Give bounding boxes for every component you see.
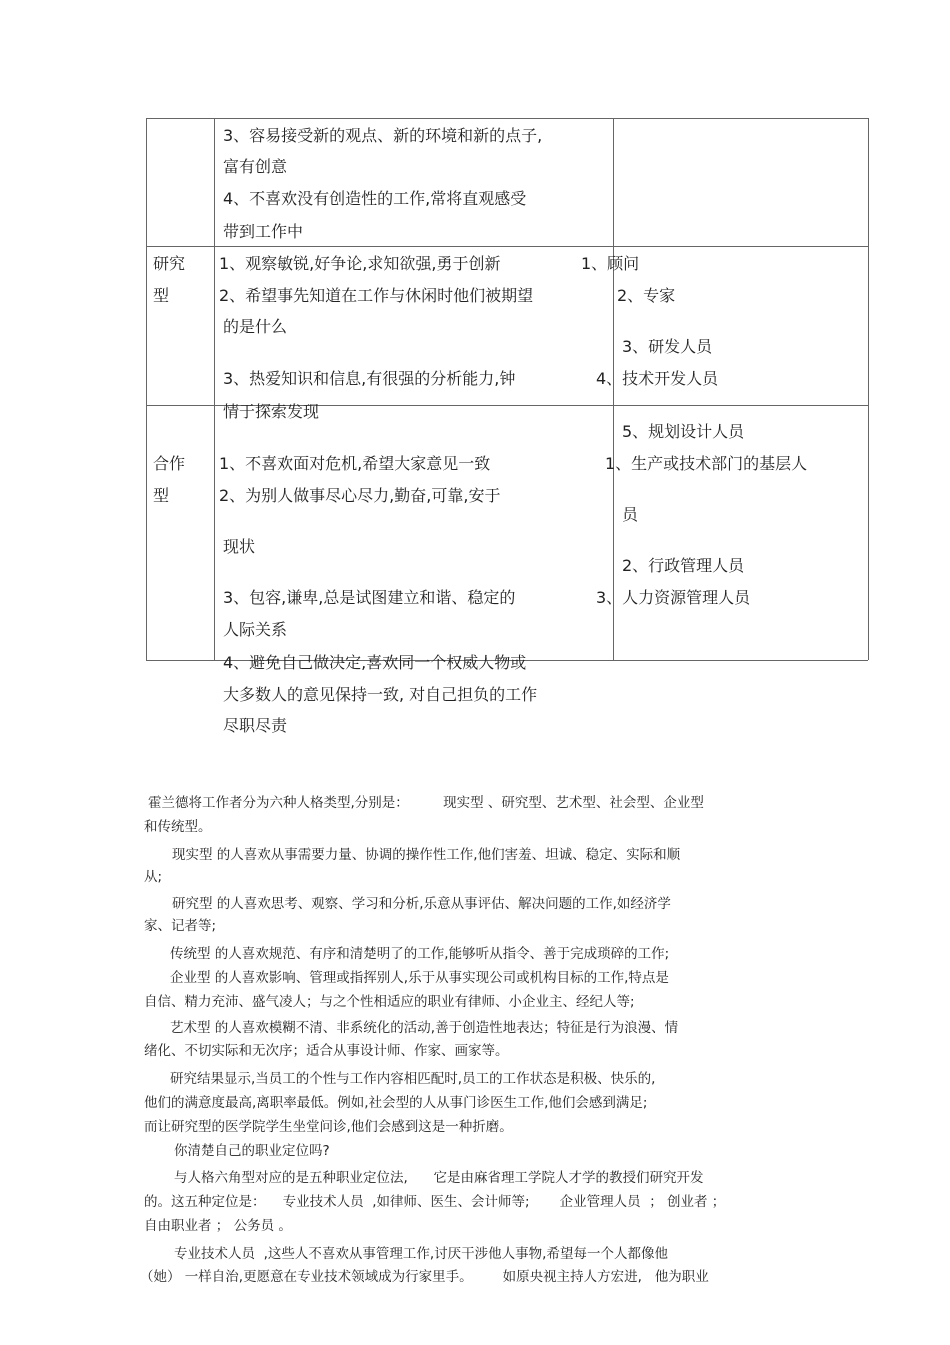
trait-line: 人际关系 <box>223 620 288 639</box>
trait-line: 1、观察敏锐,好争论,求知欲强,勇于创新 <box>219 254 501 273</box>
job-line: 1、顾问 <box>581 254 640 273</box>
column-divider <box>214 118 215 660</box>
paragraph-line: 自信、精力充沛、盛气凌人；与之个性相适应的职业有律师、小企业主、经纪人等; <box>144 994 635 1010</box>
trait-line: 1、不喜欢面对危机,希望大家意见一致 <box>219 454 491 473</box>
paragraph-line: 霍兰德将工作者分为六种人格类型,分别是： 现实型 、研究型、艺术型、社会型、企业型 <box>148 795 704 811</box>
paragraph-line: 艺术型 的人喜欢模糊不清、非系统化的活动,善于创造性地表达；特征是行为浪漫、情 <box>170 1020 679 1036</box>
trait-line: 现状 <box>223 537 256 556</box>
type-label: 型 <box>153 286 170 305</box>
trait-line: 2、为别人做事尽心尽力,勤奋,可靠,安于 <box>219 486 501 505</box>
job-line: 5、规划设计人员 <box>622 422 745 441</box>
table-border-top <box>146 118 868 119</box>
paragraph-line: 你清楚自己的职业定位吗? <box>174 1143 330 1159</box>
paragraph-line: 绪化、不切实际和无次序；适合从事设计师、作家、画家等。 <box>144 1043 509 1059</box>
row-divider <box>146 246 868 247</box>
paragraph-line: 传统型 的人喜欢规范、有序和清楚明了的工作,能够听从指令、善于完成琐碎的工作; <box>170 946 670 962</box>
job-line: 1、生产或技术部门的基层人 <box>605 454 808 473</box>
paragraph-line: 从; <box>144 869 163 885</box>
type-label: 合作 <box>153 454 186 473</box>
column-divider <box>613 118 614 660</box>
paragraph-line: 与人格六角型对应的是五种职业定位法, 它是由麻省理工学院人才学的教授们研究开发 <box>174 1170 704 1186</box>
paragraph-line: 现实型 的人喜欢从事需要力量、协调的操作性工作,他们害羞、坦诚、稳定、实际和顺 <box>172 847 681 863</box>
paragraph-line: 专业技术人员 ,这些人不喜欢从事管理工作,讨厌干涉他人事物,希望每一个人都像他 <box>174 1246 668 1262</box>
trait-line: 3、容易接受新的观点、新的环境和新的点子, <box>223 126 543 145</box>
paragraph-line: 企业型 的人喜欢影响、管理或指挥别人,乐于从事实现公司或机构目标的工作,特点是 <box>170 970 669 986</box>
paragraph-line: 他们的满意度最高,离职率最低。例如,社会型的人从事门诊医生工作,他们会感到满足; <box>144 1095 648 1111</box>
trait-line: 4、不喜欢没有创造性的工作,常将直观感受 <box>223 189 527 208</box>
type-label: 研究 <box>153 254 186 273</box>
paragraph-line: 的。这五种定位是： 专业技术人员 ,如律师、医生、会计师等; 企业管理人员 ； 创业者 ； <box>144 1194 726 1210</box>
job-line: 3、研发人员 <box>622 337 713 356</box>
trait-line: 尽职尽责 <box>223 716 288 735</box>
trait-line: 3、包容,谦卑,总是试图建立和谐、稳定的 <box>223 588 516 607</box>
paragraph-line: 而让研究型的医学院学生坐堂问诊,他们会感到这是一种折磨。 <box>144 1119 513 1135</box>
job-line: 3、人力资源管理人员 <box>596 588 751 607</box>
paragraph-line: 研究结果显示,当员工的个性与工作内容相匹配时,员工的工作状态是积极、快乐的, <box>170 1071 656 1087</box>
paragraph-line: 和传统型。 <box>144 819 212 835</box>
paragraph-line: 家、记者等; <box>144 918 217 934</box>
trait-line: 3、热爱知识和信息,有很强的分析能力,钟 <box>223 369 516 388</box>
trait-line: 富有创意 <box>223 157 288 176</box>
job-line: 员 <box>622 505 639 524</box>
paragraph-line: （她） 一样自治,更愿意在专业技术领域成为行家里手。 如原央视主持人方宏进, 他为职业 <box>140 1269 709 1285</box>
table-border-left <box>146 118 147 660</box>
job-line: 2、行政管理人员 <box>622 556 745 575</box>
trait-line: 4、避免自己做决定,喜欢同一个权威人物或 <box>223 653 527 672</box>
trait-line: 的是什么 <box>223 317 288 336</box>
job-line: 2、专家 <box>617 286 676 305</box>
trait-line: 2、希望事先知道在工作与休闲时他们被期望 <box>219 286 534 305</box>
paragraph-line: 自由职业者 ； 公务员 。 <box>144 1218 292 1234</box>
table-border-right <box>868 118 869 660</box>
trait-line: 情于探索发现 <box>223 402 320 421</box>
job-line: 4、技术开发人员 <box>596 369 719 388</box>
trait-line: 带到工作中 <box>223 222 304 241</box>
paragraph-line: 研究型 的人喜欢思考、观察、学习和分析,乐意从事评估、解决问题的工作,如经济学 <box>172 896 671 912</box>
type-label: 型 <box>153 486 170 505</box>
trait-line: 大多数人的意见保持一致, 对自己担负的工作 <box>223 685 538 704</box>
